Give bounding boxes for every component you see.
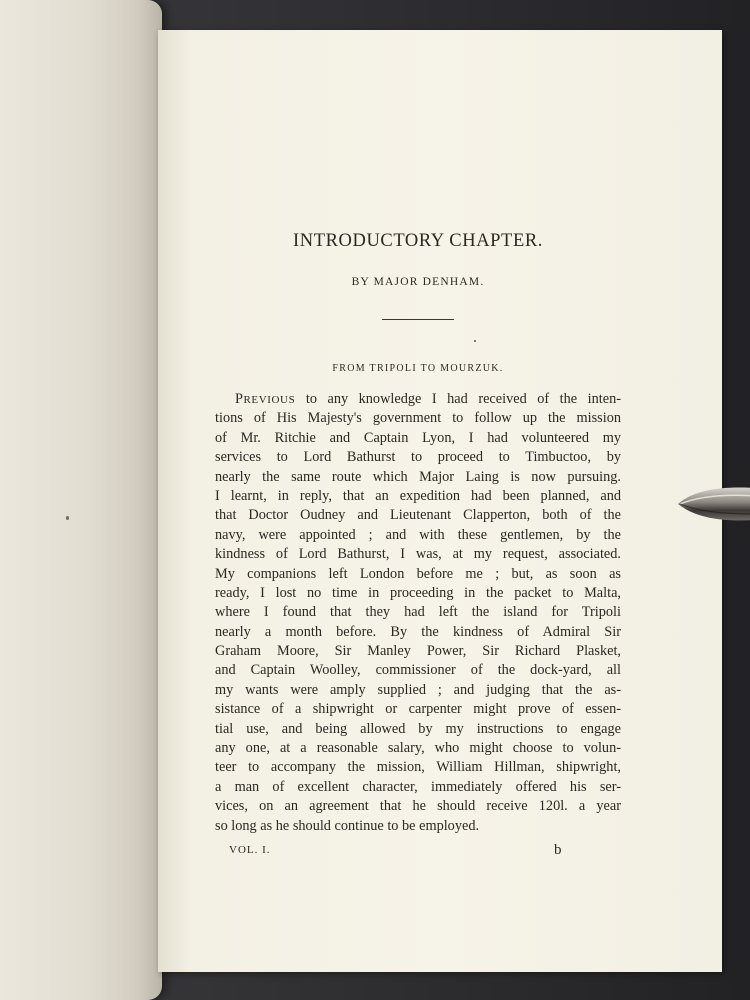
page-footer <box>215 841 621 860</box>
body-line: and Captain Woolley, commissioner of the dock-yard, all <box>215 662 621 679</box>
body-line: a man of excellent character, immediately offered his ser- <box>215 778 621 795</box>
body-line: kindness of Lord Bathurst, I was, at my request, associated. <box>215 546 621 563</box>
body-line <box>215 390 621 409</box>
volume-signature: VOL. I. <box>229 843 271 856</box>
chapter-title: INTRODUCTORY CHAPTER. <box>292 231 544 251</box>
first-word-rest: REVIOUS <box>243 394 296 406</box>
body-line: tial use, and being allowed by my instructions to engage <box>215 720 621 737</box>
page-text-block <box>215 228 621 860</box>
first-word-initial: P <box>235 391 244 407</box>
body-line: Graham Moore, Sir Manley Power, Sir Richard Plasket, <box>215 643 621 660</box>
book-page <box>158 30 722 972</box>
body-line: my wants were amply supplied ; and judging that the as- <box>215 681 621 698</box>
body-line: navy, were appointed ; and with these gentlemen, by the <box>215 526 621 543</box>
body-line: My companions left London before me ; but, as soon as <box>215 565 621 582</box>
section-heading: FROM TRIPOLI TO MOURZUK. <box>332 363 504 374</box>
body-line: any one, at a reasonable salary, who might choose to volun- <box>215 740 621 757</box>
body-line: nearly the same route which Major Laing is now pursuing. <box>215 468 621 485</box>
body-line: ready, I lost no time in proceeding in the packet to Malta, <box>215 584 621 601</box>
body-line: I learnt, in reply, that an expedition had been planned, and <box>215 487 621 504</box>
body-line: sistance of a shipwright or carpenter might prove of essen- <box>215 701 621 718</box>
body-line: services to Lord Bathurst to proceed to Timbuctoo, by <box>215 449 621 466</box>
body-line: of Mr. Ritchie and Captain Lyon, I had volunteered my <box>215 429 621 446</box>
body-paragraph <box>215 390 621 836</box>
body-line: teer to accompany the mission, William Hillman, shipwright, <box>215 759 621 776</box>
body-line: tions of His Majesty's government to follow up the mission <box>215 410 621 427</box>
body-line: so long as he should continue to be employed. <box>215 817 480 834</box>
body-line: nearly a month before. By the kindness of Admiral Sir <box>215 623 621 640</box>
page-clip-icon <box>676 484 750 524</box>
body-line: that Doctor Oudney and Lieutenant Clapperton, both of the <box>215 507 621 524</box>
body-line: where I found that they had left the island for Tripoli <box>215 604 621 621</box>
gathering-signature: b <box>554 841 563 858</box>
left-page-edge <box>0 0 162 1000</box>
page-speck <box>66 516 69 520</box>
title-divider <box>382 319 454 320</box>
body-line: vices, on an agreement that he should receive 120l. a year <box>215 798 621 815</box>
author-byline: BY MAJOR DENHAM. <box>351 276 485 288</box>
divider-speck <box>474 340 476 342</box>
body-line-text: to any knowledge I had received of the inten- <box>295 391 621 407</box>
